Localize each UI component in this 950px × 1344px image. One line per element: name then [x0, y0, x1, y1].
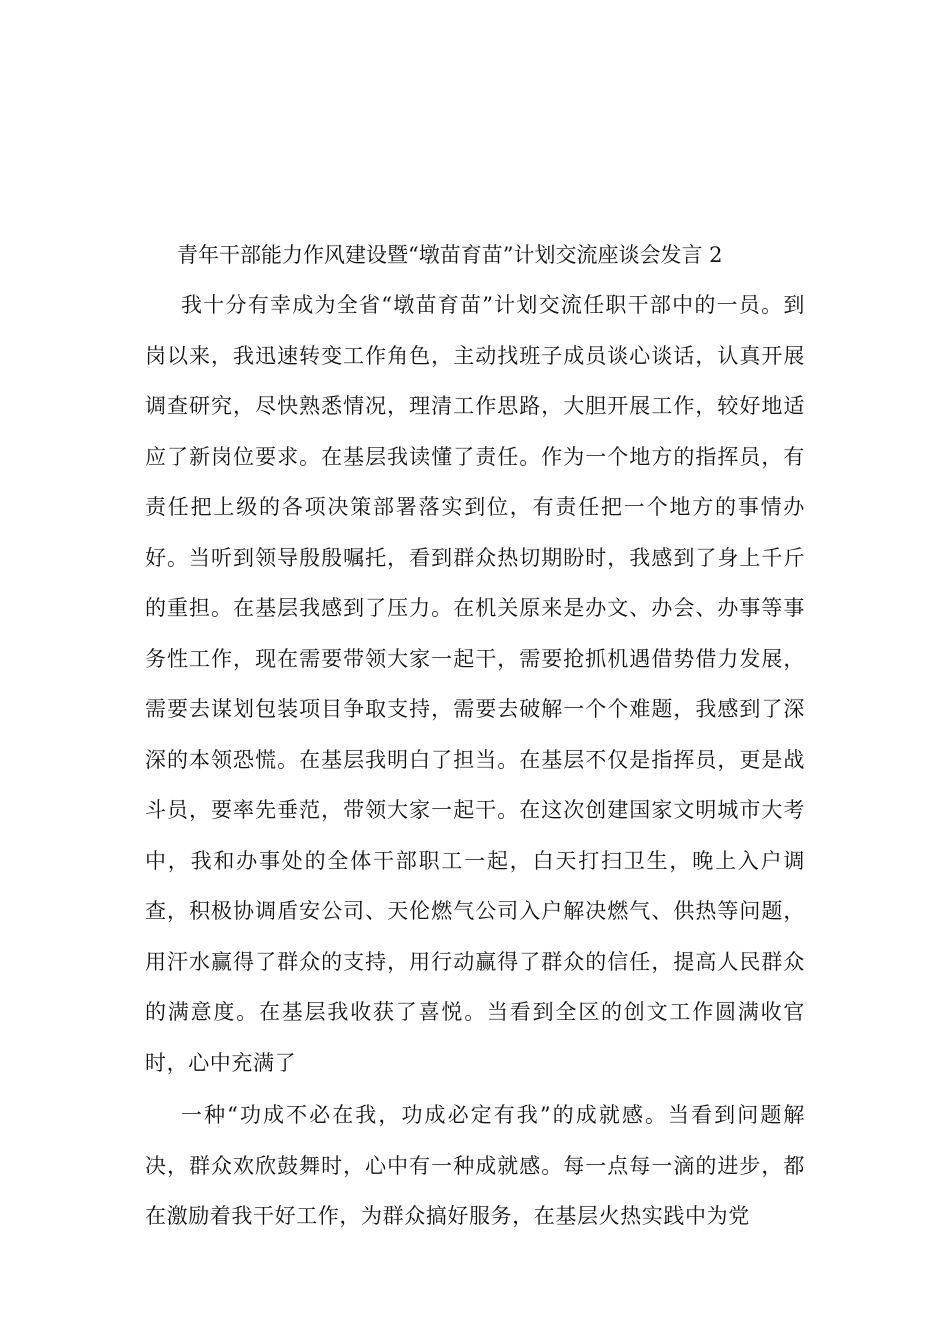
body-paragraph-2: 一种“功成不必在我，功成必定有我”的成就感。当看到问题解决，群众欢欣鼓舞时，心中有一种成就感。每一点每一滴的进步，都在激励着我干好工作，为群众搞好服务，在基层火热实践中为党: [145, 1103, 805, 1228]
document-title: 青年干部能力作风建设暨“墩苗育苗”计划交流座谈会发言 2: [177, 243, 723, 267]
document-body: [145, 230, 805, 1242]
body-paragraph-1: 我十分有幸成为全省“墩苗育苗”计划交流任职干部中的一员。到岗以来，我迅速转变工作角色，主动找班子成员谈心谈话，认真开展调查研究，尽快熟悉情况，理清工作思路，大胆开展工作，较好地适应了新岗位要求。在基层我读懂了责任。作为一个地方的指挥员，有责任把上级的各项决策部署落实到位，有责任把一个地方的事情办好。当听到领导殷殷嘱托，看到群众热切期盼时，我感到了身上千斤的重担。在基层我感到了压力。在机关原来是办文、办会、办事等事务性工作，现在需要带领大家一起干，需要抢抓机遇借势借力发展，需要去谋划包装项目争取支持，需要去破解一个个难题，我感到了深深的本领恐慌。在基层我明白了担当。在基层不仅是指挥员，更是战斗员，要率先垂范，带领大家一起干。在这次创建国家文明城市大考中，我和办事处的全体干部职工一起，白天打扫卫生，晚上入户调查，积极协调盾安公司、天伦燃气公司入户解决燃气、供热等问题，用汗水赢得了群众的支持，用行动赢得了群众的信任，提高人民群众的满意度。在基层我收获了喜悦。当看到全区的创文工作圆满收官时，心中充满了: [145, 293, 805, 1075]
